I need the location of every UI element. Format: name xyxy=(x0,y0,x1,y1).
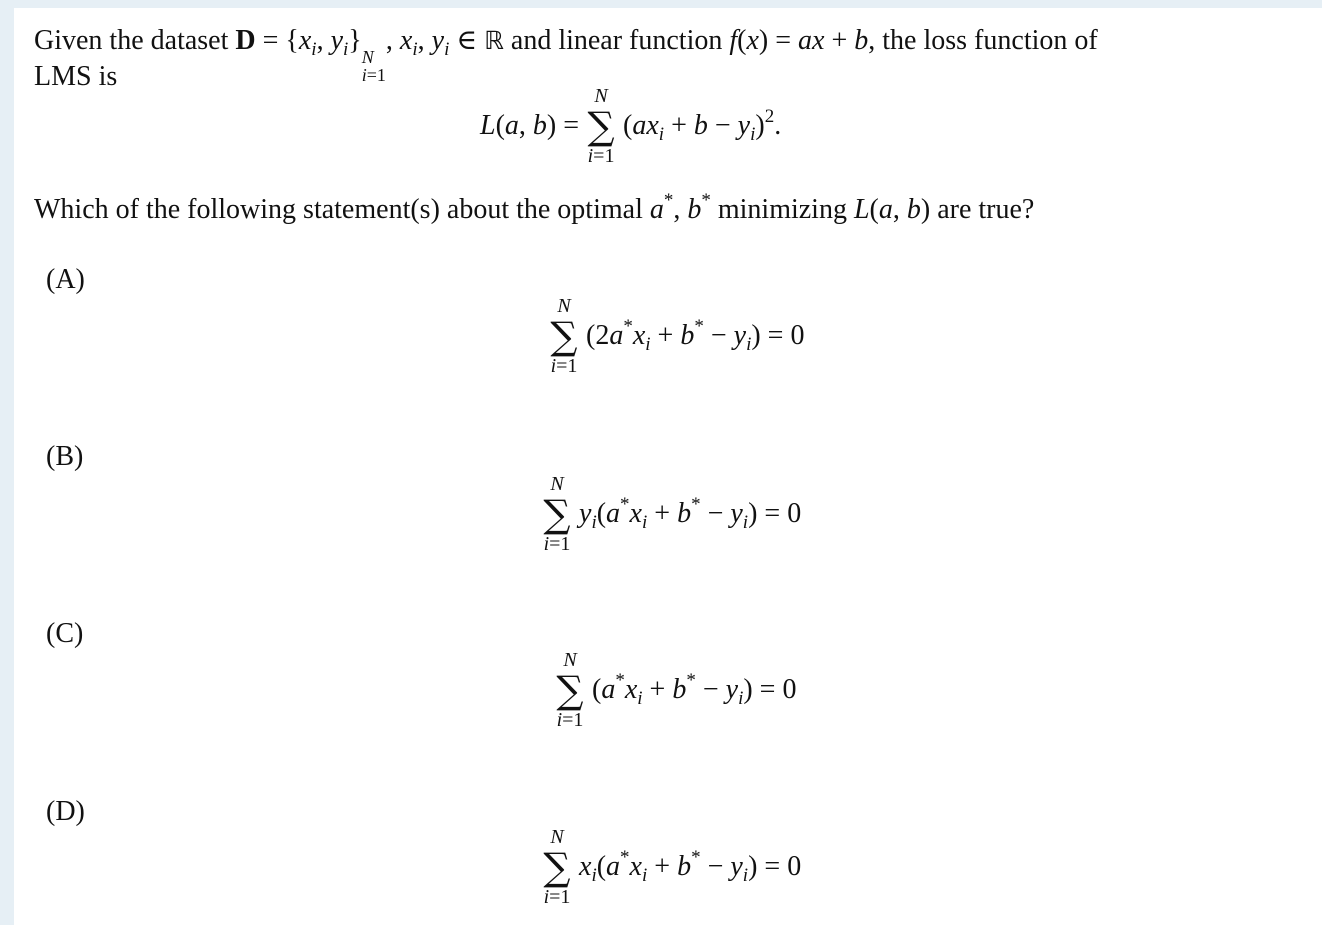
option-a-label[interactable]: (A) xyxy=(46,264,85,295)
option-d-equation xyxy=(535,827,801,907)
question-line-2: LMS is xyxy=(34,61,118,92)
sum-lower-limit: i=1 xyxy=(543,533,571,555)
sum-upper-limit: N xyxy=(550,473,564,495)
sum-lower-limit: i=1 xyxy=(556,709,584,731)
loss-rhs: $(ax_i + b - y_i)^2$. xyxy=(623,106,782,145)
function-intro-text: and linear function xyxy=(510,25,723,56)
prompt-fn: L(a, b) xyxy=(853,194,931,225)
prompt-pre: Which of the following statement(s) about the optimal xyxy=(34,194,643,225)
option-d-expression: $x_i(a^*x_i + b^* - y_i) = 0$ xyxy=(579,847,802,886)
option-b-equation xyxy=(535,474,801,554)
prompt-vars: a*, b* xyxy=(649,190,711,225)
summation-operator xyxy=(537,827,577,907)
sum-upper-limit: N xyxy=(557,295,571,317)
sum-upper-limit: N xyxy=(563,649,577,671)
prompt-post: are true? xyxy=(937,194,1035,225)
sum-lower-limit: i=1 xyxy=(550,355,578,377)
sigma-symbol: ∑ xyxy=(550,314,578,358)
dataset-symbol: D xyxy=(235,25,256,56)
prompt-mid: minimizing xyxy=(717,194,847,225)
sigma-symbol: ∑ xyxy=(587,104,615,148)
sigma-symbol: ∑ xyxy=(556,668,584,712)
sum-lower-limit: i=1 xyxy=(543,886,571,908)
question-line-1 xyxy=(34,24,1098,84)
sigma-symbol: ∑ xyxy=(543,845,571,889)
question-prompt xyxy=(34,190,1035,230)
summation-operator xyxy=(537,474,577,554)
sum-lower-limit: i=1 xyxy=(587,145,615,167)
sigma-symbol: ∑ xyxy=(543,492,571,536)
option-c-equation xyxy=(548,650,796,730)
loss-intro-text: the loss function of xyxy=(882,25,1098,56)
summation-operator xyxy=(544,296,584,376)
option-b-label[interactable]: (B) xyxy=(46,441,84,472)
sum-upper-limit: N xyxy=(594,85,608,107)
summation-operator xyxy=(550,650,590,730)
loss-lhs: L(a, b) = xyxy=(480,110,580,141)
sum-upper-limit: N xyxy=(550,826,564,848)
option-d-label[interactable]: (D) xyxy=(46,796,85,827)
option-c-label[interactable]: (C) xyxy=(46,618,84,649)
summation-operator xyxy=(581,86,621,166)
loss-equation xyxy=(480,86,781,166)
option-a-equation xyxy=(542,296,804,376)
dataset-definition: = {$x_i$, $y_i$} N i=1 , $x_i$, $y_i$ ∈ ℝ xyxy=(262,25,504,85)
given-text: Given the dataset xyxy=(34,25,229,56)
option-c-expression: $(a^*x_i + b^* - y_i) = 0$ xyxy=(592,670,797,709)
option-b-expression: $y_i(a^*x_i + b^* - y_i) = 0$ xyxy=(579,494,802,533)
function-definition: f(x) = ax + b, xyxy=(729,25,876,56)
option-a-expression: $(2a^*x_i + b^* - y_i) = 0$ xyxy=(586,316,805,355)
